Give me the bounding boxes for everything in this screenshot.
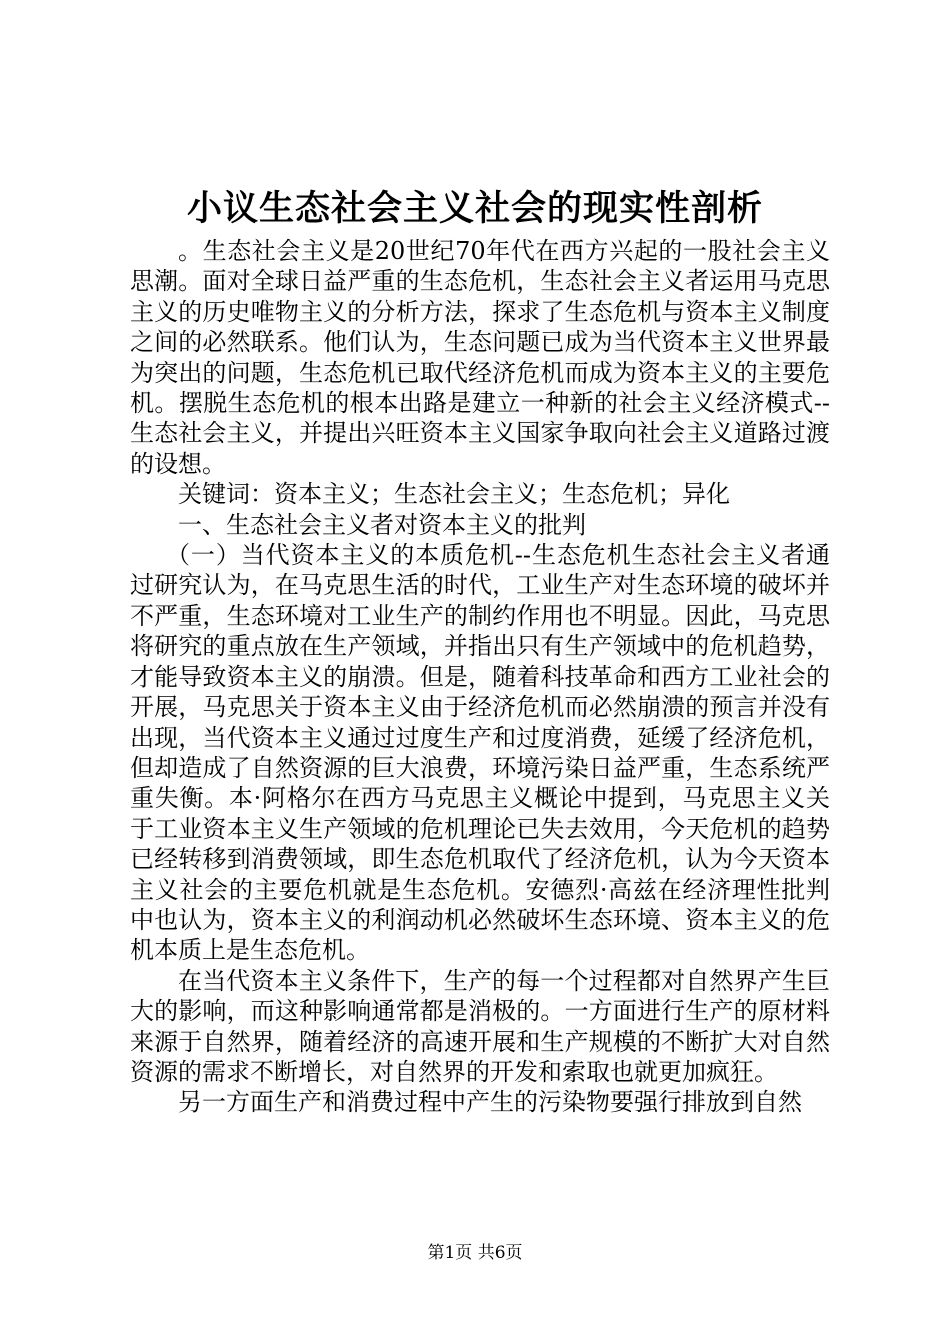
body-paragraph: 在当代资本主义条件下，生产的每一个过程都对自然界产生巨大的影响，而这种影响通常都是消极的。一方面进行生产的原材料来源于自然界，随着经济的高速开展和生产规模的不断扩大对自然资源的需求不断增长，对自然界的开发和索取也就更加疯狂。 bbox=[130, 966, 830, 1086]
subsection-paragraph: （一）当代资本主义的本质危机--生态危机生态社会主义者通过研究认为，在马克思生活的时代，工业生产对生态环境的破坏并不严重，生态环境对工业生产的制约作用也不明显。因此，马克思将研究的重点放在生产领域，并指出只有生产领域中的危机趋势，才能导致资本主义的崩溃。但是，随着科技革命和西方工业社会的开展，马克思关于资本主义由于经济危机而必然崩溃的预言并没有出现，当代资本主义通过过度生产和过度消费，延缓了经济危机，但却造成了自然资源的巨大浪费，环境污染日益严重，生态系统严重失衡。本·阿格尔在西方马克思主义概论中提到，马克思主义关于工业资本主义生产领域的危机理论已失去效用，今天危机的趋势已经转移到消费领域，即生态危机取代了经济危机，认为今天资本主义社会的主要危机就是生态危机。安德烈·高兹在经济理性批判中也认为，资本主义的利润动机必然破坏生态环境、资本主义的危机本质上是生态危机。 bbox=[130, 541, 830, 965]
section-heading: 一、生态社会主义者对资本主义的批判 bbox=[178, 510, 586, 539]
page-footer: 第1页 共6页 bbox=[427, 1243, 523, 1263]
body-paragraph: 另一方面生产和消费过程中产生的污染物要强行排放到自然 bbox=[178, 1088, 802, 1117]
keywords-line: 关键词：资本主义；生态社会主义；生态危机；异化 bbox=[178, 480, 730, 509]
document-title: 小议生态社会主义社会的现实性剖析 bbox=[186, 188, 763, 229]
abstract-paragraph: 。生态社会主义是20世纪70年代在西方兴起的一股社会主义思潮。面对全球日益严重的生态危机，生态社会主义者运用马克思主义的历史唯物主义的分析方法，探求了生态危机与资本主义制度之间的必然联系。他们认为，生态问题已成为当代资本主义世界最为突出的问题，生态危机已取代经济危机而成为资本主义的主要危机。摆脱生态危机的根本出路是建立一种新的社会主义经济模式--生态社会主义，并提出兴旺资本主义国家争取向社会主义道路过渡的设想。 bbox=[130, 237, 830, 478]
document-body bbox=[130, 236, 830, 1118]
